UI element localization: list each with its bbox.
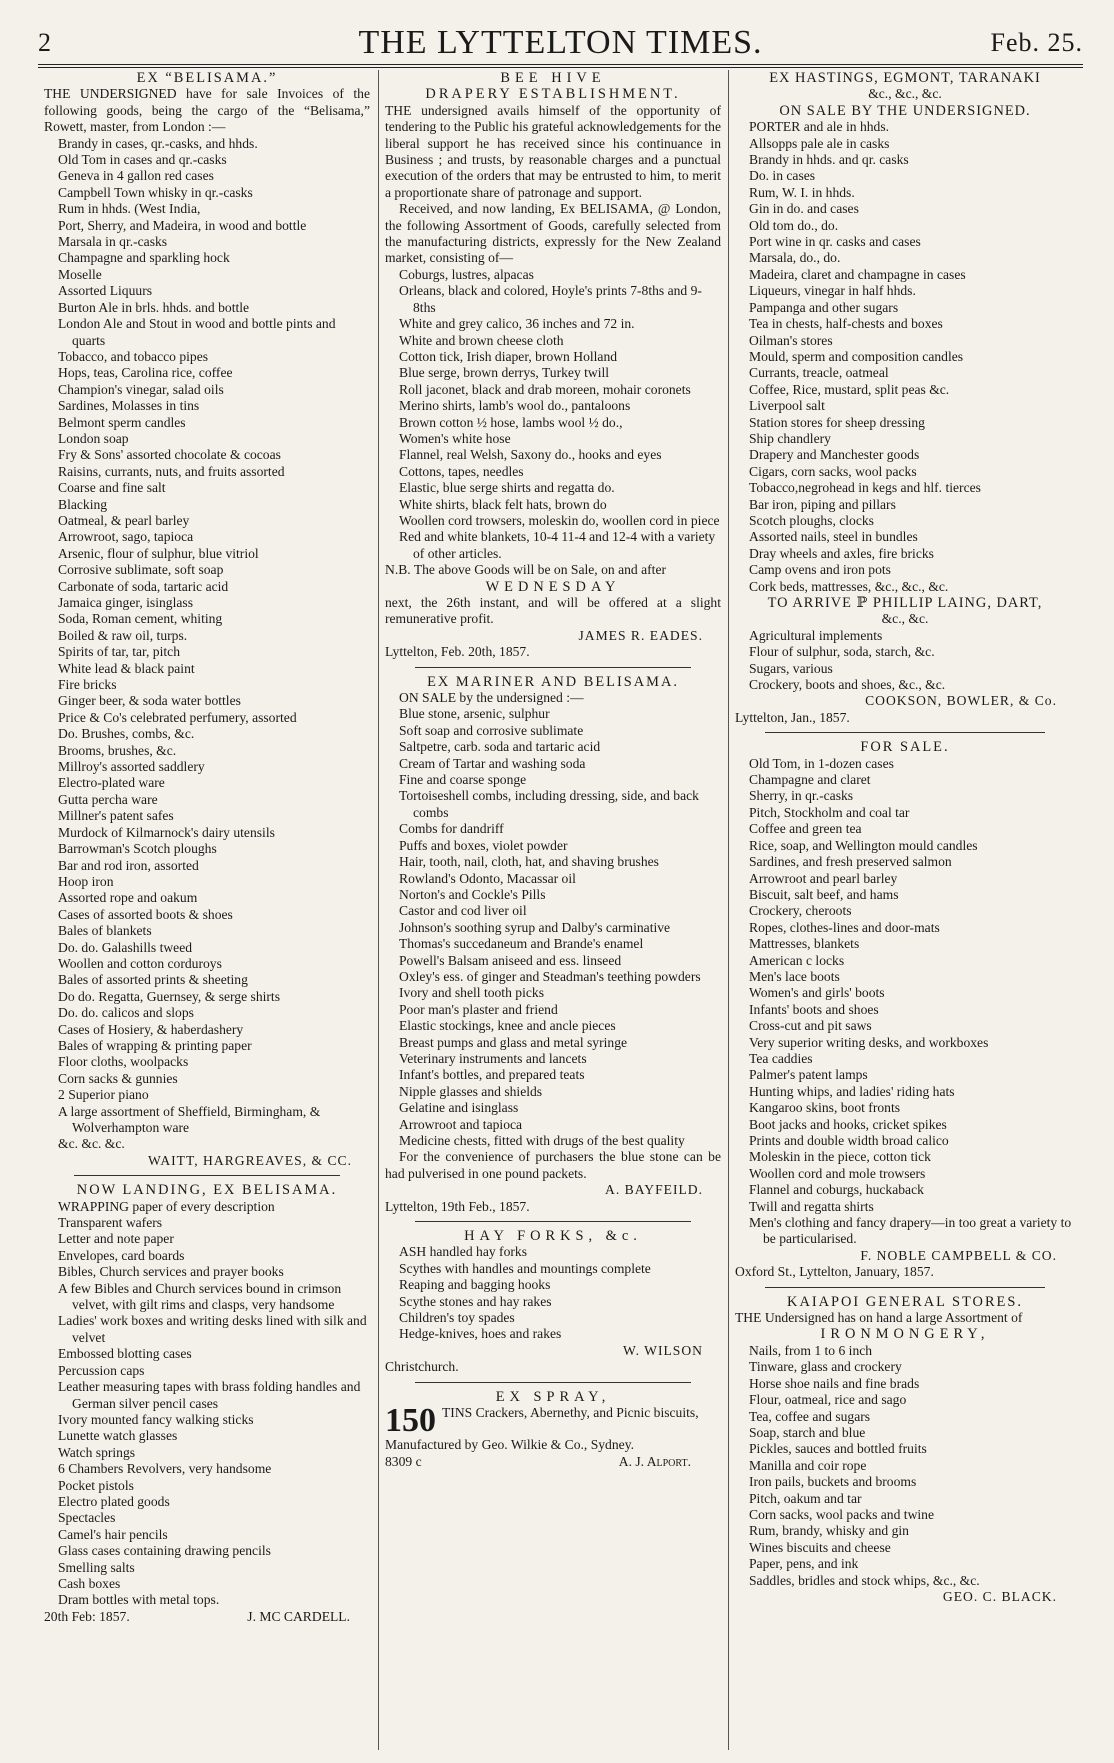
list-item: Kangaroo skins, boot fronts	[749, 1100, 901, 1116]
list-item: Scythes with handles and mountings complete	[399, 1260, 651, 1276]
list-item: Ladies' work boxes and writing desks lined with silk and velvet	[58, 1313, 367, 1345]
advert-hayforks	[385, 1228, 721, 1376]
list-item: Gin in do. and cases	[749, 201, 859, 217]
list-item: Infants' boots and shoes	[749, 1001, 879, 1017]
list-item: Champion's vinegar, salad oils	[58, 381, 224, 397]
list-item: Jamaica ginger, isinglass	[58, 595, 193, 610]
advert-signature: A. BAYFEILD.	[605, 1182, 703, 1198]
advert-quantity: 150	[385, 1405, 436, 1438]
advert-hastings	[735, 70, 1075, 726]
advert-signature: WAITT, HARGREAVES, & CC.	[148, 1152, 352, 1168]
advert-code: 8309 c	[385, 1453, 422, 1469]
list-item: Medicine chests, fitted with drugs of the best quality	[399, 1133, 685, 1148]
list-item: Electro plated goods	[58, 1493, 170, 1509]
list-item: Price & Co's celebrated perfumery, assorted	[58, 709, 297, 725]
list-item: Rum, W. I. in hhds.	[749, 184, 855, 200]
list-item: Soft soap and corrosive sublimate	[399, 722, 584, 738]
list-item: Tobacco, and tobacco pipes	[58, 348, 209, 364]
masthead-rule	[38, 64, 1083, 65]
list-item: Very superior writing desks, and workboxes	[749, 1034, 989, 1050]
list-item: Nipple glasses and shields	[399, 1083, 543, 1099]
advert-date: Lyttelton, Jan., 1857.	[735, 709, 850, 725]
list-item: Corn sacks, wool packs and twine	[749, 1506, 934, 1522]
list-item: Drapery and Manchester goods	[749, 447, 920, 463]
list-item: Tea caddies	[749, 1050, 813, 1066]
list-item: Do. do. Galashills tweed	[58, 939, 193, 955]
list-item: Sardines, and fresh preserved salmon	[749, 854, 952, 870]
list-item: Leather measuring tapes with brass folding handles and German silver pencil cases	[58, 1379, 361, 1411]
item-list	[385, 1244, 721, 1342]
item-list	[44, 1199, 370, 1609]
list-item: Envelopes, card boards	[58, 1247, 185, 1263]
list-item: Scythe stones and hay rakes	[399, 1293, 552, 1309]
list-item: Ropes, clothes-lines and door-mats	[749, 919, 940, 935]
list-item: Infant's bottles, and prepared teats	[399, 1067, 585, 1083]
list-item: Boiled & raw oil, turps.	[58, 627, 188, 643]
list-item: Pampanga and other sugars	[749, 299, 899, 315]
list-item: Millner's patent safes	[58, 808, 174, 824]
list-item: Soap, starch and blue	[749, 1424, 866, 1440]
list-item: Bar iron, piping and pillars	[749, 496, 896, 512]
list-item: Iron pails, buckets and brooms	[749, 1474, 917, 1490]
list-item: Tobacco,negrohead in kegs and hlf. tierces	[749, 480, 981, 496]
advert-paragraph: next, the 26th instant, and will be offered at a slight remunerative profit.	[385, 595, 721, 627]
list-item: Allsopps pale ale in casks	[749, 135, 890, 151]
list-item: Tea in chests, half-chests and boxes	[749, 316, 943, 332]
list-item: Brandy in hhds. and qr. casks	[749, 152, 909, 168]
list-item: Crockery, boots and shoes, &c., &c.	[749, 677, 946, 693]
list-item: Tea, coffee and sugars	[749, 1408, 871, 1424]
list-item: Smelling salts	[58, 1559, 135, 1575]
list-item: A large assortment of Sheffield, Birmingham, & Wolverhampton ware	[58, 1103, 321, 1135]
list-item: Burton Ale in brls. hhds. and bottle	[58, 299, 250, 315]
advert-header: NOW LANDING, EX BELISAMA.	[76, 1182, 338, 1199]
list-item: American c locks	[749, 952, 845, 968]
list-item: Port, Sherry, and Madeira, in wood and bottle	[58, 217, 307, 233]
list-item: Hops, teas, Carolina rice, coffee	[58, 365, 233, 381]
list-item: Manilla and coir rope	[749, 1457, 867, 1473]
list-item: Do. in cases	[749, 168, 816, 184]
advert-divider	[415, 1382, 691, 1383]
list-item: 2 Superior piano	[58, 1087, 149, 1103]
list-item: Cases of assorted boots & shoes	[58, 906, 233, 922]
list-item: Tinware, glass and crockery	[749, 1359, 902, 1375]
list-item: Cash boxes	[58, 1575, 121, 1591]
advert-header: EX “BELISAMA.”	[136, 70, 278, 86]
list-item: Spirits of tar, tar, pitch	[58, 644, 180, 660]
list-item: Prints and double width broad calico	[749, 1133, 949, 1148]
list-item: Assorted Liquurs	[58, 283, 153, 299]
list-item: Woollen cord and mole trowsers	[749, 1165, 926, 1181]
advert-header: FOR SALE.	[860, 739, 950, 756]
list-item: Pitch, oakum and tar	[749, 1490, 862, 1506]
list-item: WRAPPING paper of every description	[58, 1198, 275, 1214]
list-item: Floor cloths, woolpacks	[58, 1054, 189, 1070]
item-list	[735, 628, 1075, 694]
list-item: Hunting whips, and ladies' riding hats	[749, 1083, 955, 1099]
list-item: Pitch, Stockholm and coal tar	[749, 804, 910, 820]
list-item: Belmont sperm candles	[58, 414, 186, 430]
list-item: Arrowroot and pearl barley	[749, 870, 898, 886]
list-item: Tortoiseshell combs, including dressing, side, and back combs	[399, 788, 699, 820]
list-item: Men's clothing and fancy drapery—in too great a variety to be particularised.	[749, 1215, 1072, 1247]
list-item: Brooms, brushes, &c.	[58, 742, 177, 758]
list-item: Cases of Hosiery, & haberdashery	[58, 1021, 244, 1037]
list-item: Camel's hair pencils	[58, 1526, 168, 1542]
column-1	[44, 70, 370, 1750]
list-item: Moleskin in the piece, cotton tick	[749, 1149, 931, 1165]
list-item: Coarse and fine salt	[58, 480, 166, 496]
list-item: Norton's and Cockle's Pills	[399, 886, 546, 902]
advert-place: Christchurch.	[385, 1359, 459, 1375]
column-divider	[728, 70, 729, 1750]
advert-day: WEDNESDAY	[485, 578, 621, 595]
advert-mariner	[385, 674, 721, 1215]
advert-signature: JAMES R. EADES.	[578, 627, 703, 643]
list-item: Ivory mounted fancy walking sticks	[58, 1411, 254, 1427]
list-item: White shirts, black felt hats, brown do	[399, 496, 607, 512]
list-item: Geneva in 4 gallon red cases	[58, 168, 214, 184]
advert-signature: A. J. Alport.	[618, 1453, 691, 1469]
list-item: Old Tom in cases and qr.-casks	[58, 152, 227, 168]
advert-header: HAY FORKS, &c.	[464, 1228, 642, 1245]
item-list	[735, 119, 1075, 595]
advert-belisama	[44, 70, 370, 1169]
advert-divider	[765, 1287, 1045, 1288]
advert-beehive	[385, 70, 721, 661]
list-item: Carbonate of soda, tartaric acid	[58, 578, 229, 594]
list-item: Women's and girls' boots	[749, 985, 885, 1001]
list-item: Campbell Town whisky in qr.-casks	[58, 184, 253, 200]
advert-paragraph: Received, and now landing, Ex BELISAMA, @ London, the following Assortment of Goods, carefully selected from the manufacturing districts, expressly for the New Zealand market, consisting of—	[385, 201, 721, 266]
list-item: Flannel, real Welsh, Saxony do., hooks and eyes	[399, 447, 662, 463]
advert-note: For the convenience of purchasers the blue stone can be had pulverised in one pound packets.	[385, 1149, 721, 1181]
list-item: Arrowroot and tapioca	[399, 1116, 523, 1132]
list-item: London soap	[58, 430, 129, 446]
list-item: Ship chandlery	[749, 430, 831, 446]
list-item: Barrowman's Scotch ploughs	[58, 841, 217, 857]
list-item: Electro-plated ware	[58, 775, 165, 791]
advert-header: EX HASTINGS, EGMONT, TARANAKI	[769, 70, 1041, 86]
column-divider	[378, 70, 379, 1750]
list-item: Cigars, corn sacks, wool packs	[749, 463, 917, 479]
list-item: Fine and coarse sponge	[399, 772, 527, 788]
list-item: Breast pumps and glass and metal syringe	[399, 1034, 628, 1050]
advert-subheader: &c., &c., &c.	[868, 86, 942, 102]
list-item: White and brown cheese cloth	[399, 332, 564, 348]
list-item: Rum in hhds. (West India,	[58, 201, 201, 217]
list-item: Oxley's ess. of ginger and Steadman's teething powders	[399, 968, 701, 984]
list-item: Horse shoe nails and fine brads	[749, 1375, 920, 1391]
list-item: Oatmeal, & pearl barley	[58, 512, 190, 528]
list-item: Letter and note paper	[58, 1231, 174, 1247]
list-item: &c. &c. &c.	[58, 1136, 125, 1152]
advert-subheader: IRONMONGERY,	[820, 1326, 990, 1343]
list-item: Blue serge, brown derrys, Turkey twill	[399, 365, 610, 381]
list-item: 6 Chambers Revolvers, very handsome	[58, 1461, 272, 1477]
list-item: ON SALE by the undersigned :—	[399, 690, 584, 706]
advert-header: KAIAPOI GENERAL STORES.	[787, 1293, 1023, 1310]
list-item: Ivory and shell tooth picks	[399, 985, 544, 1001]
list-item: Assorted rope and oakum	[58, 890, 198, 906]
list-item: Blue stone, arsenic, sulphur	[399, 706, 550, 722]
advert-signature: GEO. C. BLACK.	[942, 1588, 1057, 1604]
item-list	[44, 136, 370, 1153]
list-item: White and grey calico, 36 inches and 72 in.	[399, 316, 635, 332]
list-item: Red and white blankets, 10-4 11-4 and 12-4 with a variety of other articles.	[399, 529, 716, 561]
column-2	[385, 70, 721, 1750]
list-item: Bales of blankets	[58, 923, 152, 939]
list-item: Rum, brandy, whisky and gin	[749, 1523, 909, 1539]
list-item: PORTER and ale in hhds.	[749, 119, 890, 135]
list-item: Transparent wafers	[58, 1215, 163, 1231]
list-item: Thomas's succedaneum and Brande's enamel	[399, 936, 644, 952]
advert-date: Lyttelton, Feb. 20th, 1857.	[385, 644, 530, 660]
list-item: Puffs and boxes, violet powder	[399, 837, 568, 853]
list-item: Liverpool salt	[749, 398, 825, 414]
list-item: Station stores for sheep dressing	[749, 414, 925, 430]
list-item: Children's toy spades	[399, 1310, 515, 1326]
list-item: Cork beds, mattresses, &c., &c., &c.	[749, 578, 949, 594]
list-item: Dray wheels and axles, fire bricks	[749, 545, 934, 561]
list-item: Dram bottles with metal tops.	[58, 1592, 220, 1608]
list-item: Madeira, claret and champagne in cases	[749, 266, 966, 282]
advert-signature: COOKSON, BOWLER, & Co.	[865, 693, 1057, 709]
list-item: London Ale and Stout in wood and bottle pints and quarts	[58, 316, 336, 348]
list-item: Do. do. calicos and slops	[58, 1005, 194, 1021]
list-item: Blacking	[58, 496, 108, 512]
list-item: Ginger beer, & soda water bottles	[58, 693, 241, 709]
advert-signature: W. WILSON	[623, 1342, 703, 1358]
list-item: Rowland's Odonto, Macassar oil	[399, 870, 576, 886]
list-item: Women's white hose	[399, 430, 511, 446]
list-item: Reaping and bagging hooks	[399, 1277, 551, 1293]
list-item: Combs for dandriff	[399, 821, 504, 837]
list-item: Percussion caps	[58, 1362, 145, 1378]
list-item: Glass cases containing drawing pencils	[58, 1543, 271, 1559]
advert-arrive-etc: &c., &c.	[881, 611, 929, 627]
advert-date: Lyttelton, 19th Feb., 1857.	[385, 1198, 530, 1214]
list-item: Camp ovens and iron pots	[749, 562, 891, 578]
list-item: Fire bricks	[58, 677, 117, 693]
list-item: Marsala in qr.-casks	[58, 234, 168, 250]
list-item: Cottons, tapes, needles	[399, 463, 524, 479]
list-item: Saddles, bridles and stock whips, &c., &c.	[749, 1572, 980, 1588]
list-item: Coffee and green tea	[749, 821, 862, 837]
list-item: Cotton tick, Irish diaper, brown Holland	[399, 348, 618, 364]
advert-divider	[765, 732, 1045, 733]
list-item: Sardines, Molasses in tins	[58, 398, 200, 414]
list-item: Gutta percha ware	[58, 791, 158, 807]
list-item: Bar and rod iron, assorted	[58, 857, 199, 873]
list-item: Coffee, Rice, mustard, split peas &c.	[749, 381, 950, 397]
advert-divider	[74, 1175, 340, 1176]
list-item: Champagne and claret	[749, 772, 871, 788]
list-item: Flannel and coburgs, huckaback	[749, 1182, 924, 1198]
list-item: Boot jacks and hooks, cricket spikes	[749, 1116, 947, 1132]
list-item: Fry & Sons' assorted chocolate & cocoas	[58, 447, 281, 463]
advert-header: BEE HIVE	[500, 70, 606, 86]
list-item: Currants, treacle, oatmeal	[749, 365, 889, 381]
list-item: Cross-cut and pit saws	[749, 1018, 872, 1034]
list-item: Old Tom, in 1-dozen cases	[749, 755, 894, 771]
list-item: Soda, Roman cement, whiting	[58, 611, 223, 627]
list-item: Mattresses, blankets	[749, 936, 860, 952]
list-item: Pocket pistols	[58, 1477, 134, 1493]
list-item: Hoop iron	[58, 873, 114, 889]
advert-arrive: TO ARRIVE ℙ PHILLIP LAING, DART,	[767, 595, 1043, 611]
list-item: Sugars, various	[749, 660, 833, 676]
list-item: Hair, tooth, nail, cloth, hat, and shaving brushes	[399, 854, 659, 870]
item-list	[385, 690, 721, 1149]
page-number: 2	[38, 28, 51, 57]
advert-intro: THE UNDERSIGNED have for sale Invoices of the following goods, being the cargo of the “Belisama,” Rowett, master, from London :—	[44, 86, 370, 135]
list-item: Rice, soap, and Wellington mould candles	[749, 837, 978, 853]
masthead-rule-2	[38, 67, 1083, 68]
advert-note: N.B. The above Goods will be on Sale, on and after	[385, 562, 667, 578]
list-item: Sherry, in qr.-casks	[749, 788, 854, 804]
advert-spray	[385, 1389, 721, 1470]
newspaper-title: THE LYTTELTON TIMES.	[358, 24, 763, 61]
list-item: Roll jaconet, black and drab moreen, mohair coronets	[399, 381, 691, 397]
list-item: Spectacles	[58, 1510, 116, 1526]
list-item: Pickles, sauces and bottled fruits	[749, 1441, 927, 1457]
list-item: Arsenic, flour of sulphur, blue vitriol	[58, 545, 259, 561]
advert-subheader: ON SALE BY THE UNDERSIGNED.	[779, 102, 1031, 119]
advert-signature: F. NOBLE CAMPBELL & CO.	[860, 1247, 1057, 1263]
list-item: Twill and regatta shirts	[749, 1198, 874, 1214]
list-item: Biscuit, salt beef, and hams	[749, 886, 899, 902]
list-item: Champagne and sparkling hock	[58, 250, 230, 266]
advert-intro: THE Undersigned has on hand a large Assortment of	[735, 1310, 1023, 1326]
list-item: Brown cotton ½ hose, lambs wool ½ do.,	[399, 414, 623, 430]
advert-kaiapoi	[735, 1294, 1075, 1606]
advert-header: EX MARINER AND BELISAMA.	[427, 673, 679, 690]
list-item: Agricultural implements	[749, 627, 883, 643]
list-item: Johnson's soothing syrup and Dalby's carminative	[399, 919, 671, 935]
list-item: Raisins, currants, nuts, and fruits assorted	[58, 463, 285, 479]
advert-header: EX SPRAY,	[495, 1388, 611, 1405]
advert-now-landing	[44, 1182, 370, 1625]
item-list	[385, 267, 721, 562]
advert-paragraph: THE undersigned avails himself of the opportunity of tendering to the Public his grateful acknowledgements for the liberal support he has received since his continuance in Business ; and trusts, by reasonable charges and a punctual execution of the orders that may be entrusted to him, to merit a proportionate share of patronage and support.	[385, 102, 721, 200]
advert-signature: J. MC CARDELL.	[247, 1608, 350, 1624]
list-item: Do. Brushes, combs, &c.	[58, 726, 195, 742]
list-item: Oilman's stores	[749, 332, 833, 348]
list-item: ASH handled hay forks	[399, 1244, 527, 1260]
list-item: Assorted nails, steel in bundles	[749, 529, 918, 545]
list-item: Mould, sperm and composition candles	[749, 348, 964, 364]
advert-forsale	[735, 739, 1075, 1280]
advert-subheader: DRAPERY ESTABLISHMENT.	[425, 86, 681, 103]
advert-maker: Manufactured by Geo. Wilkie & Co., Sydney.	[385, 1437, 635, 1453]
list-item: Arrowroot, sago, tapioca	[58, 529, 194, 545]
list-item: Scotch ploughs, clocks	[749, 512, 874, 528]
advert-divider	[415, 1221, 691, 1222]
list-item: Old tom do., do.	[749, 217, 839, 233]
list-item: Veterinary instruments and lancets	[399, 1050, 587, 1066]
list-item: Orleans, black and colored, Hoyle's prints 7-8ths and 9-8ths	[399, 283, 702, 315]
item-list	[735, 1343, 1075, 1589]
list-item: Castor and cod liver oil	[399, 903, 527, 919]
list-item: Do do. Regatta, Guernsey, & serge shirts	[58, 988, 280, 1004]
advert-date: 20th Feb: 1857.	[44, 1608, 130, 1624]
list-item: Embossed blotting cases	[58, 1346, 192, 1362]
list-item: Bales of assorted prints & sheeting	[58, 972, 248, 988]
column-3	[735, 70, 1075, 1750]
advert-text: TINS Crackers, Abernethy, and Picnic biscuits,	[442, 1405, 699, 1421]
list-item: Powell's Balsam aniseed and ess. linseed	[399, 952, 622, 968]
advert-date: Oxford St., Lyttelton, January, 1857.	[735, 1264, 934, 1280]
list-item: Saltpetre, carb. soda and tartaric acid	[399, 739, 601, 755]
list-item: Liqueurs, vinegar in half hhds.	[749, 283, 916, 299]
list-item: Paper, pens, and ink	[749, 1556, 859, 1572]
list-item: Cream of Tartar and washing soda	[399, 755, 586, 771]
list-item: Men's lace boots	[749, 968, 840, 984]
list-item: Hedge-knives, hoes and rakes	[399, 1326, 562, 1342]
list-item: Elastic, blue serge shirts and regatta do.	[399, 480, 615, 496]
list-item: Woollen cord trowsers, moleskin do, woollen cord in piece	[399, 512, 720, 528]
list-item: Poor man's plaster and friend	[399, 1001, 558, 1017]
list-item: Crockery, cheroots	[749, 903, 852, 919]
issue-date: Feb. 25.	[990, 28, 1083, 57]
list-item: Corn sacks & gunnies	[58, 1070, 178, 1086]
list-item: Bibles, Church services and prayer books	[58, 1264, 284, 1280]
advert-divider	[415, 667, 691, 668]
list-item: A few Bibles and Church services bound in crimson velvet, with gilt rims and clasps, very handsome	[58, 1280, 342, 1313]
list-item: Wines biscuits and cheese	[749, 1539, 891, 1555]
list-item: Brandy in cases, qr.-casks, and hhds.	[58, 135, 258, 151]
list-item: Flour, oatmeal, rice and sago	[749, 1392, 907, 1408]
masthead	[38, 22, 1083, 62]
item-list	[735, 756, 1075, 1248]
list-item: Merino shirts, lamb's wool do., pantaloons	[399, 398, 631, 414]
list-item: White lead & black paint	[58, 660, 195, 676]
list-item: Lunette watch glasses	[58, 1428, 178, 1444]
list-item: Flour of sulphur, soda, starch, &c.	[749, 644, 935, 660]
list-item: Coburgs, lustres, alpacas	[399, 266, 534, 282]
list-item: Bales of wrapping & printing paper	[58, 1037, 252, 1053]
list-item: Elastic stockings, knee and ancle pieces	[399, 1018, 616, 1034]
list-item: Woollen and cotton corduroys	[58, 955, 222, 971]
list-item: Millroy's assorted saddlery	[58, 759, 205, 775]
list-item: Corrosive sublimate, soft soap	[58, 562, 224, 578]
list-item: Gelatine and isinglass	[399, 1100, 519, 1116]
list-item: Nails, from 1 to 6 inch	[749, 1342, 873, 1358]
list-item: Palmer's patent lamps	[749, 1067, 868, 1083]
list-item: Marsala, do., do.	[749, 250, 841, 266]
list-item: Port wine in qr. casks and cases	[749, 234, 921, 250]
list-item: Murdock of Kilmarnock's dairy utensils	[58, 824, 275, 840]
list-item: Moselle	[58, 266, 102, 282]
list-item: Watch springs	[58, 1444, 136, 1460]
